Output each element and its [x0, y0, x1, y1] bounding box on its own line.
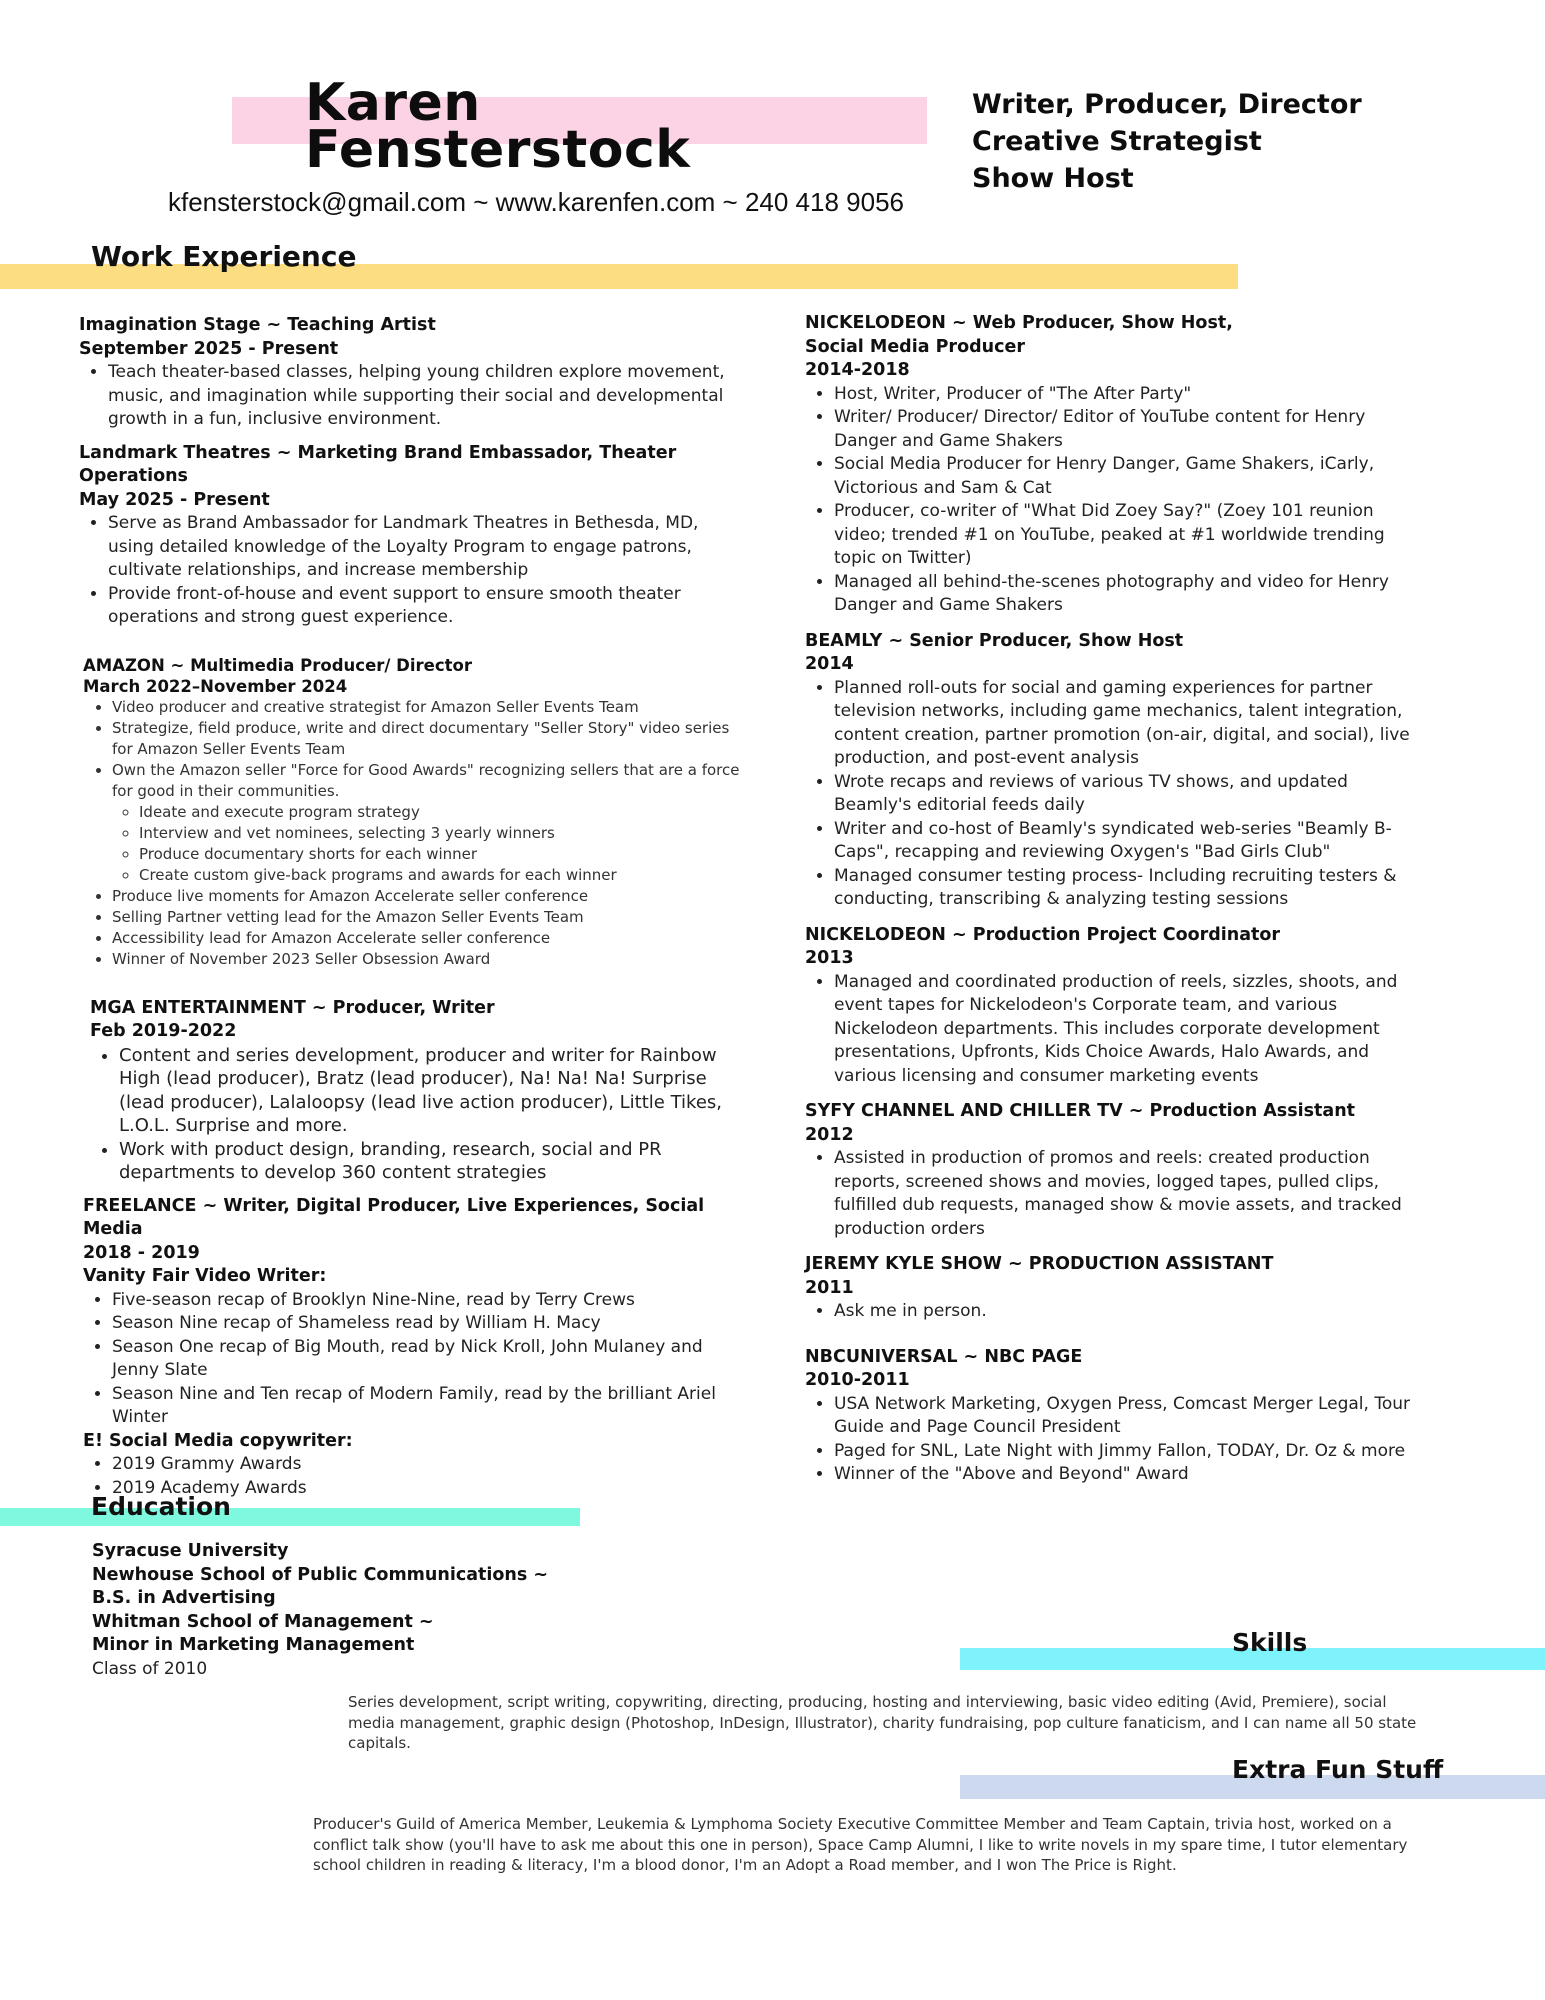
- list-item: • Strategize, field produce, write and direct documentary "Seller Story" video series for Amazon Seller Events Team: [112, 718, 749, 760]
- name-last: Fensterstock: [305, 120, 691, 180]
- job-nbcuniversal: [805, 1346, 1410, 1487]
- list-item: • Managed consumer testing process- Including recruiting testers & conducting, transcribing & analyzing testing sessions: [834, 865, 1410, 912]
- job-title: NICKELODEON ~ Production Project Coordinator: [805, 924, 1281, 945]
- job-date: 2010-2011: [805, 1370, 910, 1390]
- job-syfy: [805, 1100, 1410, 1241]
- section-heading-skills: Skills: [1232, 1628, 1308, 1657]
- list-item: • 2019 Grammy Awards: [112, 1453, 749, 1477]
- list-item: • Wrote recaps and reviews of various TV shows, and updated Beamly's editorial feeds daily: [834, 771, 1410, 818]
- list-item: • Winner of November 2023 Seller Obsession Award: [112, 949, 749, 970]
- job-title: Imagination Stage ~ Teaching Artist: [79, 315, 436, 335]
- education-line: Whitman School of Management ~: [92, 1611, 434, 1632]
- job-title: JEREMY KYLE SHOW ~ PRODUCTION ASSISTANT: [805, 1254, 1274, 1274]
- list-item: • Season Nine and Ten recap of Modern Family, read by the brilliant Ariel Winter: [112, 1383, 749, 1430]
- list-item-text: Own the Amazon seller "Force for Good Awards" recognizing sellers that are a force for good in their communities.: [112, 760, 740, 800]
- sub-list-item: ◦ Create custom give-back programs and awards for each winner: [139, 865, 749, 886]
- job-title: AMAZON ~ Multimedia Producer/ Director: [83, 655, 472, 675]
- list-item: • Produce live moments for Amazon Accelerate seller conference: [112, 886, 749, 907]
- job-title: MGA ENTERTAINMENT ~ Producer, Writer: [90, 997, 495, 1018]
- list-item: • Accessibility lead for Amazon Accelerate seller conference: [112, 928, 749, 949]
- job-date: 2011: [805, 1277, 854, 1298]
- job-jeremy-kyle: [805, 1253, 1410, 1324]
- list-item: • Season Nine recap of Shameless read by William H. Macy: [112, 1312, 749, 1336]
- section-heading-extra: Extra Fun Stuff: [1232, 1755, 1444, 1784]
- job-date: 2014: [805, 654, 854, 674]
- education-block: [92, 1540, 612, 1681]
- extra-text: Producer's Guild of America Member, Leukemia & Lymphoma Society Executive Committee Member and Team Captain, trivia host, worked on a conflict talk show (you'll have to ask me about this one in person), Space Camp Alumni, I like to write novels in my spare time, I tutor elementary school children in reading & literacy, I'm a blood donor, I'm an Adopt a Road member, and I won The Price is Right.: [313, 1815, 1408, 1874]
- job-date: 2018 - 2019: [83, 1242, 200, 1263]
- education-class-year: Class of 2010: [92, 1658, 208, 1679]
- job-date: March 2022–November 2024: [83, 676, 348, 696]
- right-column: [805, 312, 1410, 1487]
- sub-list-item: ◦ Ideate and execute program strategy: [139, 802, 749, 823]
- job-amazon: [79, 655, 749, 970]
- job-date: 2012: [805, 1124, 854, 1145]
- education-highlight-bar: [0, 1508, 580, 1526]
- list-item: • Managed all behind-the-scenes photography and video for Henry Danger and Game Shakers: [834, 571, 1410, 618]
- list-item: • Paged for SNL, Late Night with Jimmy Fallon, TODAY, Dr. Oz & more: [834, 1440, 1410, 1464]
- job-title: NICKELODEON ~ Web Producer, Show Host,: [805, 313, 1233, 333]
- sub-list-item: ◦ Interview and vet nominees, selecting 3 yearly winners: [139, 823, 749, 844]
- list-item: • USA Network Marketing, Oxygen Press, Comcast Merger Legal, Tour Guide and Page Council President: [834, 1393, 1410, 1440]
- left-column: [79, 314, 749, 1500]
- list-item: • Content and series development, producer and writer for Rainbow High (lead producer), Bratz (lead producer), Na! Na! Na! Surprise (lead producer), Lalaloopsy (lead live action producer), Little Tikes, L.O.L. Surprise and more.: [119, 1044, 749, 1138]
- job-date: 2013: [805, 948, 854, 968]
- education-line: Newhouse School of Public Communications ~: [92, 1564, 549, 1585]
- job-freelance: [79, 1195, 749, 1501]
- candidate-name: [305, 73, 691, 180]
- sub-list-item: ◦ Produce documentary shorts for each winner: [139, 844, 749, 865]
- list-item: • Writer and co-host of Beamly's syndicated web-series "Beamly B-Caps", recapping and reviewing Oxygen's "Bad Girls Club": [834, 818, 1410, 865]
- job-date: September 2025 - Present: [79, 338, 339, 359]
- role-title: Creative Strategist: [972, 126, 1262, 157]
- job-mga: [79, 997, 749, 1185]
- job-landmark-theatres: [79, 442, 749, 630]
- list-item: • Provide front-of-house and event support to ensure smooth theater operations and strong guest experience.: [108, 583, 749, 630]
- list-item: • 2019 Academy Awards: [112, 1477, 749, 1501]
- job-beamly: [805, 630, 1410, 912]
- role-title: Show Host: [972, 163, 1134, 194]
- education-line: B.S. in Advertising: [92, 1588, 276, 1608]
- job-date: 2014-2018: [805, 360, 910, 380]
- job-title: NBCUNIVERSAL ~ NBC PAGE: [805, 1346, 1083, 1367]
- list-item: • Teach theater-based classes, helping young children explore movement, music, and imagination while supporting their social and developmental growth in a fun, inclusive environment.: [108, 361, 749, 432]
- list-item: • Serve as Brand Ambassador for Landmark Theatres in Bethesda, MD, using detailed knowledge of the Loyalty Program to engage patrons, cultivate relationships, and increase membership: [108, 512, 749, 583]
- education-line: Minor in Marketing Management: [92, 1635, 415, 1655]
- list-item: • Work with product design, branding, research, social and PR departments to develop 360 content strategies: [119, 1138, 749, 1185]
- list-item: • Assisted in production of promos and reels: created production reports, screened shows and movies, logged tapes, pulled clips, fulfilled dub requests, managed show & movie assets, and tracked production orders: [834, 1147, 1410, 1241]
- job-date: May 2025 - Present: [79, 489, 270, 510]
- list-item: • Winner of the "Above and Beyond" Award: [834, 1463, 1410, 1487]
- job-title: FREELANCE ~ Writer, Digital Producer, Live Experiences, Social Media: [83, 1195, 705, 1239]
- list-item: • Ask me in person.: [834, 1300, 1410, 1324]
- list-item: • Season One recap of Big Mouth, read by Nick Kroll, John Mulaney and Jenny Slate: [112, 1336, 749, 1383]
- list-item: • Five-season recap of Brooklyn Nine-Nine, read by Terry Crews: [112, 1289, 749, 1313]
- list-item: • Video producer and creative strategist for Amazon Seller Events Team: [112, 697, 749, 718]
- role-titles: [972, 86, 1362, 197]
- education-line: Syracuse University: [92, 1541, 289, 1561]
- list-item: • Selling Partner vetting lead for the Amazon Seller Events Team: [112, 907, 749, 928]
- job-title: BEAMLY ~ Senior Producer, Show Host: [805, 630, 1184, 651]
- role-title: Writer, Producer, Director: [972, 89, 1362, 120]
- section-heading-work: Work Experience: [91, 240, 357, 273]
- list-item: • Planned roll-outs for social and gaming experiences for partner television networks, including game mechanics, talent integration, content creation, partner promotion (on-air, digital, and social), live production, and post-event analysis: [834, 677, 1410, 771]
- job-title: SYFY CHANNEL AND CHILLER TV ~ Production Assistant: [805, 1101, 1356, 1121]
- subsection-label: Vanity Fair Video Writer:: [83, 1266, 327, 1286]
- job-title: Landmark Theatres ~ Marketing Brand Embassador, Theater Operations: [79, 442, 677, 486]
- list-item: • Social Media Producer for Henry Danger, Game Shakers, iCarly, Victorious and Sam & Cat: [834, 453, 1410, 500]
- list-item: • Managed and coordinated production of reels, sizzles, shoots, and event tapes for Nickelodeon's Corporate team, and various Nickelodeon departments. This includes corporate development presentations, Upfronts, Kids Choice Awards, Halo Awards, and various licensing and consumer marketing events: [834, 971, 1410, 1089]
- job-nickelodeon-coordinator: [805, 924, 1410, 1089]
- name-first: Karen: [305, 73, 481, 133]
- list-item: [112, 760, 749, 886]
- list-item: • Host, Writer, Producer of "The After Party": [834, 383, 1410, 407]
- list-item: • Writer/ Producer/ Director/ Editor of YouTube content for Henry Danger and Game Shakers: [834, 406, 1410, 453]
- job-title: Social Media Producer: [805, 336, 1025, 357]
- section-heading-education: Education: [91, 1492, 231, 1521]
- contact-line: kfensterstock@gmail.com ~ www.karenfen.com ~ 240 418 9056: [168, 187, 904, 217]
- job-date: Feb 2019-2022: [90, 1021, 237, 1041]
- skills-text: Series development, script writing, copywriting, directing, producing, hosting and interviewing, basic video editing (Avid, Premiere), social media management, graphic design (Photoshop, InDesign, Illustrator), charity fundraising, pop culture fanaticism, and I can name all 50 state capitals.: [348, 1693, 1417, 1752]
- subsection-label: E! Social Media copywriter:: [83, 1430, 353, 1451]
- job-nickelodeon-web: [805, 312, 1410, 618]
- job-imagination-stage: [79, 314, 749, 432]
- list-item: • Producer, co-writer of "What Did Zoey Say?" (Zoey 101 reunion video; trended #1 on YouTube, peaked at #1 worldwide trending topic on Twitter): [834, 500, 1410, 571]
